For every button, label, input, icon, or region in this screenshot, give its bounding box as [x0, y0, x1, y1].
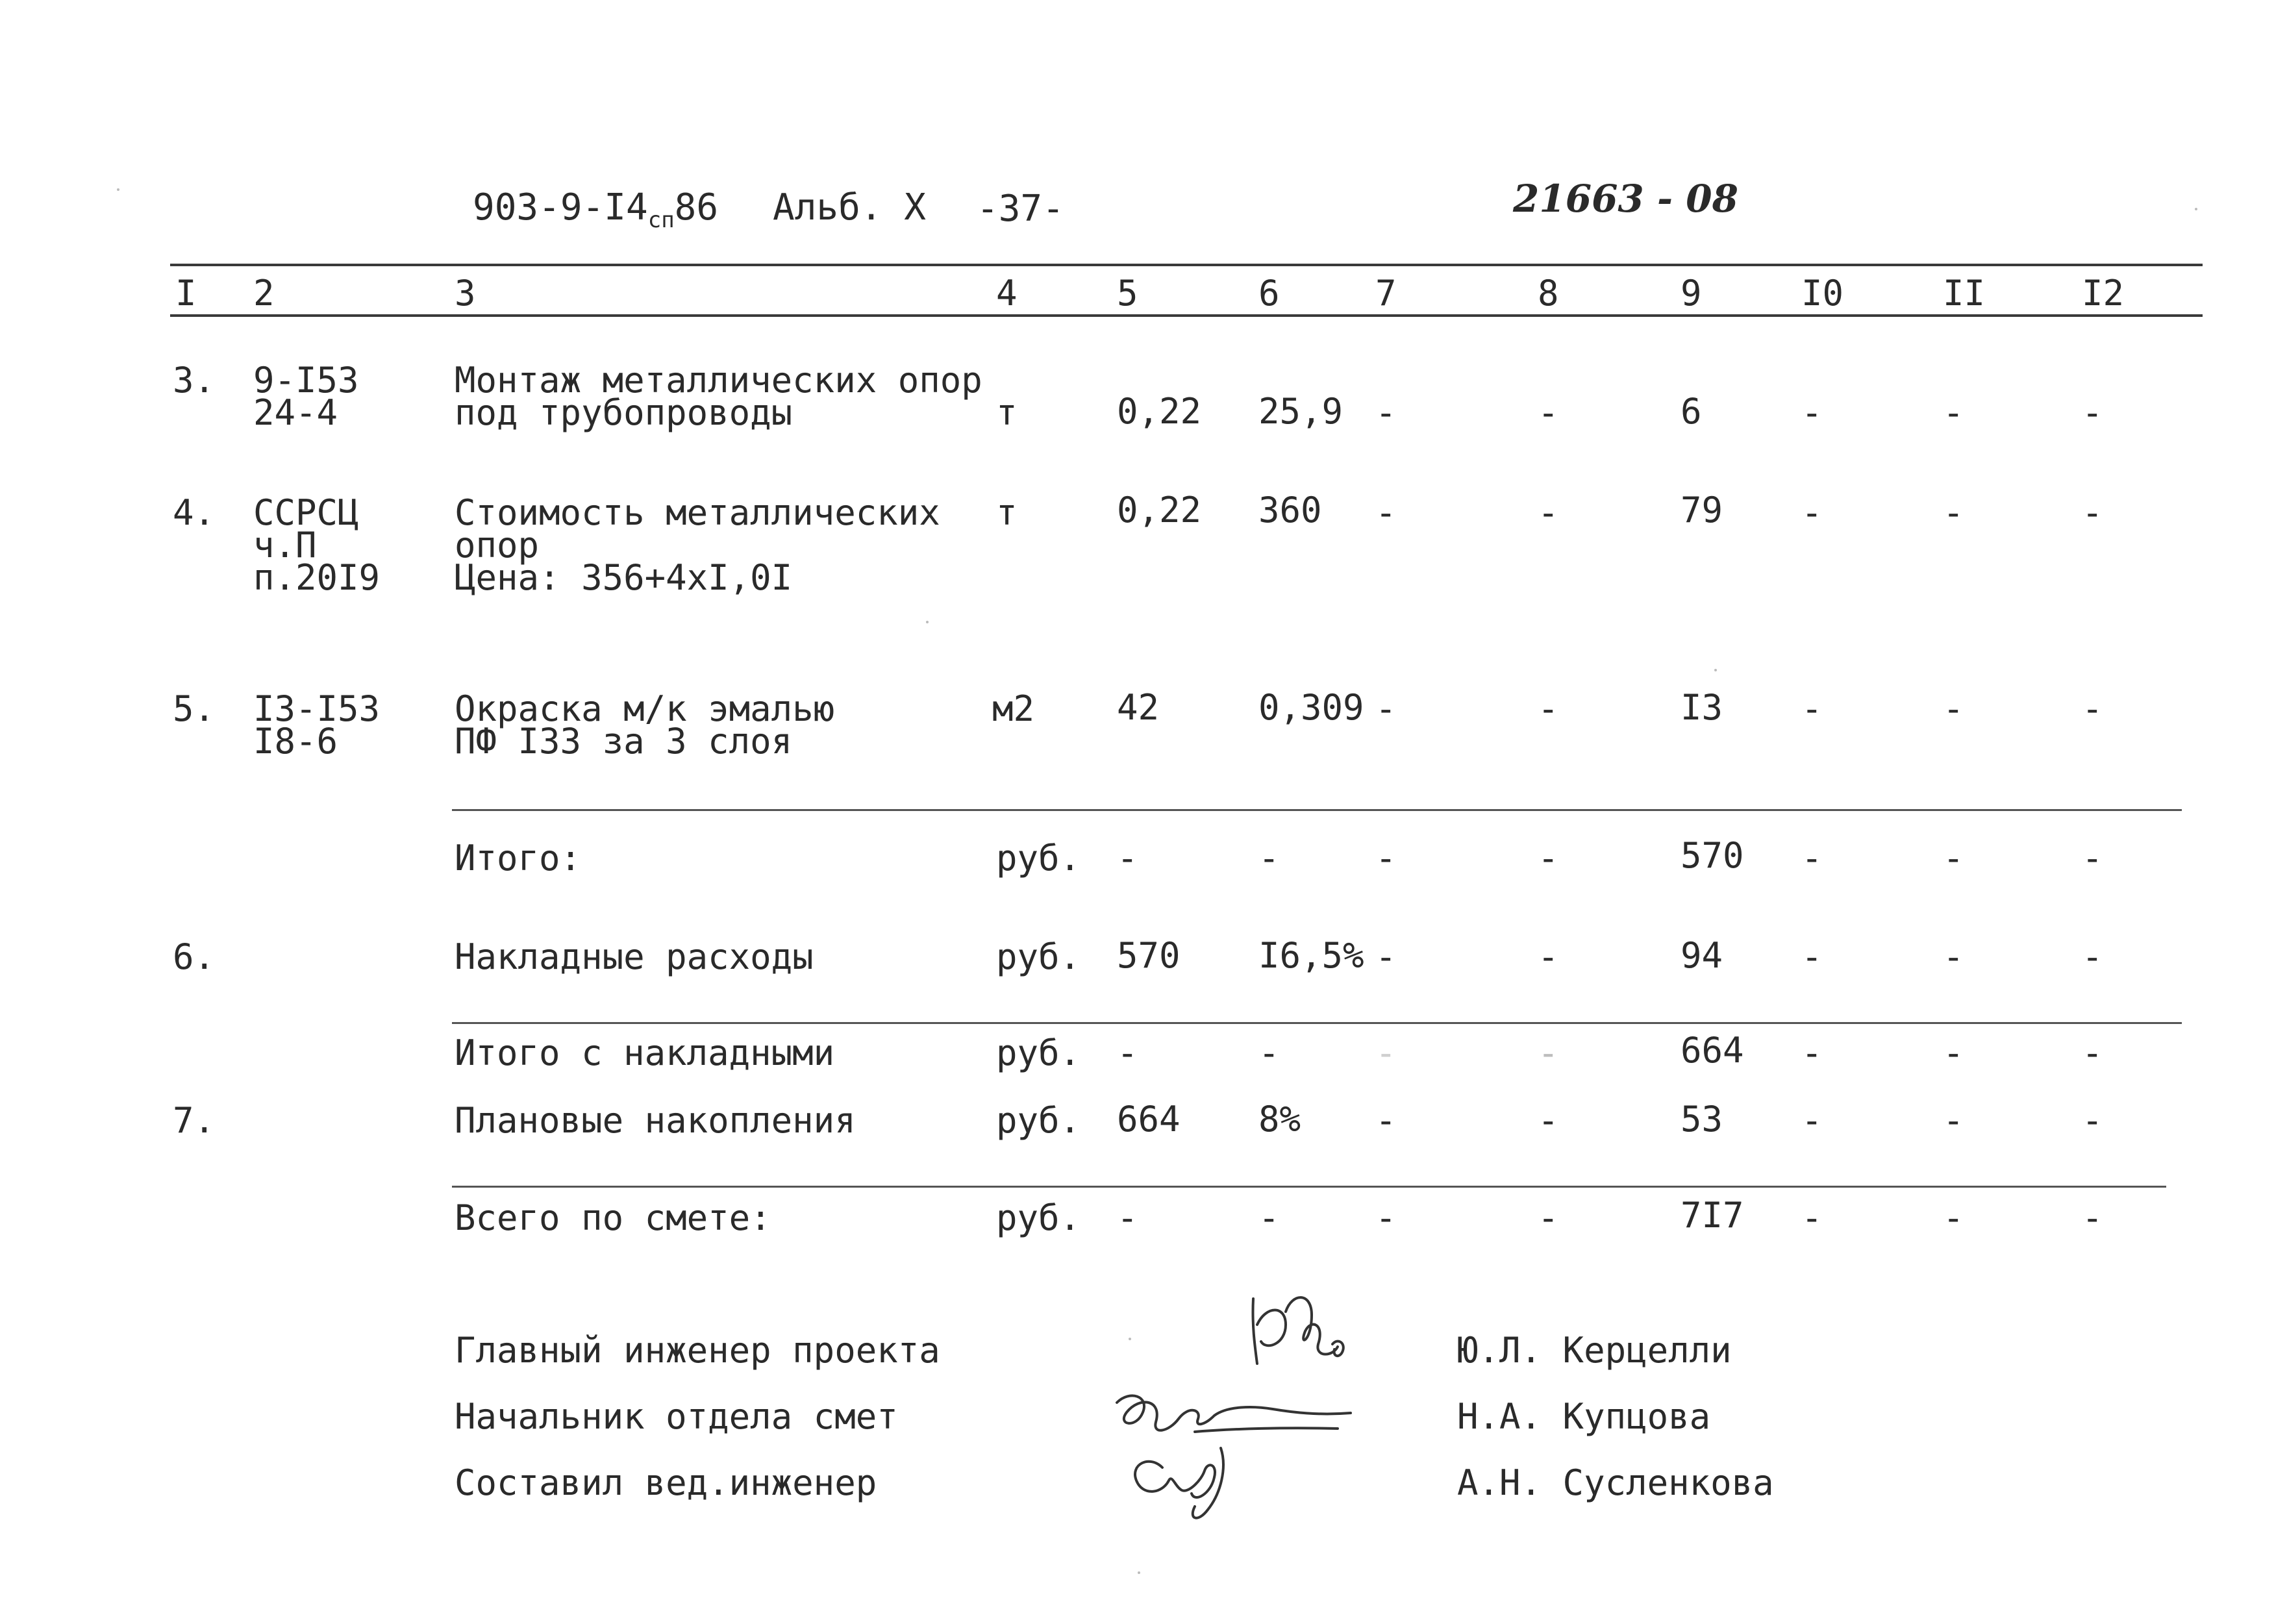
total-unit: руб. — [996, 838, 1081, 879]
page-number: -37- — [977, 188, 1064, 230]
row-col9: I3 — [1681, 687, 1723, 728]
col-header-3: 3 — [455, 273, 476, 314]
total-col5: 570 — [1117, 935, 1181, 976]
scan-speck — [1714, 669, 1717, 671]
total-label: Итого с накладными — [455, 1032, 835, 1073]
grand-total-col10: - — [1801, 1197, 1823, 1238]
total-col9: 570 — [1681, 835, 1744, 876]
total-col12: - — [2082, 936, 2103, 977]
row-col10: - — [1801, 492, 1823, 533]
signature-name: Ю.Л. Керцелли — [1457, 1330, 1732, 1371]
row-col9: 6 — [1681, 391, 1702, 432]
row-col6: 360 — [1258, 490, 1322, 531]
total-col7: - — [1375, 838, 1397, 879]
total-col8: - — [1538, 838, 1559, 879]
total-col10: - — [1801, 936, 1823, 977]
total-col12: - — [2082, 1100, 2103, 1141]
subtotal-rule — [452, 809, 2182, 811]
signature-name: А.Н. Сусленкова — [1457, 1462, 1774, 1503]
total-col6: - — [1258, 838, 1280, 879]
total-col8: - — [1538, 1100, 1559, 1141]
row-col11: - — [1943, 392, 1964, 433]
total-col10: - — [1801, 1100, 1823, 1141]
row-number: 5. — [173, 688, 216, 729]
total-col6: I6,5% — [1258, 935, 1364, 976]
col-header-6: 6 — [1258, 273, 1280, 314]
scan-speck — [1129, 1338, 1131, 1340]
scan-speck — [1138, 1571, 1140, 1574]
row-desc-line: ПФ I33 за 3 слоя — [455, 721, 793, 762]
header-top-rule — [170, 264, 2203, 266]
row-desc-line: Окраска м/к эмалью — [455, 688, 835, 729]
col-header-11: II — [1943, 273, 1986, 314]
total-unit: руб. — [996, 1100, 1081, 1141]
grand-total-label: Всего по смете: — [455, 1197, 771, 1238]
grand-total-col7: - — [1375, 1197, 1397, 1238]
total-col7: - — [1375, 1100, 1397, 1141]
total-col5: 664 — [1117, 1099, 1181, 1140]
total-col9: 53 — [1681, 1099, 1723, 1140]
row-code-line: ч.П — [253, 525, 317, 566]
row-col8: - — [1538, 392, 1559, 433]
total-col10: - — [1801, 1032, 1823, 1073]
col-header-8: 8 — [1538, 273, 1559, 314]
row-code-line: I8-6 — [253, 721, 338, 762]
row-desc-line: Стоимость металлических — [455, 492, 940, 533]
col-header-2: 2 — [253, 273, 275, 314]
total-number: 6. — [173, 936, 216, 977]
grand-total-col9: 7I7 — [1681, 1195, 1744, 1236]
grand-total-unit: руб. — [996, 1197, 1081, 1238]
total-unit: руб. — [996, 936, 1081, 977]
total-col11: - — [1943, 936, 1964, 977]
row-desc-line: опор — [455, 525, 540, 566]
total-label: Накладные расходы — [455, 936, 814, 977]
row-col5: 0,22 — [1117, 490, 1202, 531]
total-col8: - — [1538, 936, 1559, 977]
row-col8: - — [1538, 688, 1559, 729]
row-col12: - — [2082, 392, 2103, 433]
row-code-line: 9-I53 — [253, 360, 359, 401]
row-col9: 79 — [1681, 490, 1723, 531]
row-col12: - — [2082, 492, 2103, 533]
total-col11: - — [1943, 838, 1964, 879]
total-col12: - — [2082, 1032, 2103, 1073]
scan-speck — [926, 621, 929, 623]
col-header-1: I — [175, 273, 197, 314]
row-col11: - — [1943, 492, 1964, 533]
col-header-7: 7 — [1375, 273, 1397, 314]
row-col5: 42 — [1117, 687, 1160, 728]
total-col5: - — [1117, 838, 1138, 879]
row-unit: м2 — [992, 688, 1035, 729]
total-col10: - — [1801, 838, 1823, 879]
total-col12: - — [2082, 838, 2103, 879]
grand-total-col11: - — [1943, 1197, 1964, 1238]
col-header-9: 9 — [1681, 273, 1702, 314]
header-bottom-rule — [170, 314, 2203, 317]
total-col9: 664 — [1681, 1030, 1744, 1071]
row-desc-line: под трубопроводы — [455, 392, 793, 433]
scan-speck — [117, 188, 119, 191]
total-col6: - — [1258, 1032, 1280, 1073]
grand-total-col5: - — [1117, 1197, 1138, 1238]
col-header-12: I2 — [2082, 273, 2125, 314]
signature-role: Главный инженер проекта — [455, 1330, 940, 1371]
doc-code: $903-9-I4_{сп}86$ — [473, 186, 719, 233]
signature-role: Начальник отдела смет — [455, 1396, 898, 1437]
total-col5: - — [1117, 1032, 1138, 1073]
col-header-5: 5 — [1117, 273, 1138, 314]
total-label: Итого: — [455, 838, 582, 879]
row-col6: 0,309 — [1258, 687, 1364, 728]
total-label: Плановые накопления — [455, 1100, 856, 1141]
total-col9: 94 — [1681, 935, 1723, 976]
scan-speck — [2195, 208, 2197, 210]
row-col10: - — [1801, 688, 1823, 729]
row-desc-line: Цена: 356+4xI,0I — [455, 557, 793, 598]
total-number: 7. — [173, 1100, 216, 1141]
row-col7: - — [1375, 688, 1397, 729]
grand-total-col6: - — [1258, 1197, 1280, 1238]
row-col10: - — [1801, 392, 1823, 433]
signature-role: Составил вед.инженер — [455, 1462, 877, 1503]
row-col11: - — [1943, 688, 1964, 729]
handwritten-number: 21663 - 08 — [1513, 177, 1738, 221]
row-number: 3. — [173, 360, 216, 401]
total-col11: - — [1943, 1100, 1964, 1141]
total-col11: - — [1943, 1032, 1964, 1073]
col-header-10: I0 — [1801, 273, 1844, 314]
row-code-line: 24-4 — [253, 392, 338, 433]
row-unit: т — [996, 492, 1018, 533]
row-number: 4. — [173, 492, 216, 533]
row-col12: - — [2082, 688, 2103, 729]
grand-total-col8: - — [1538, 1197, 1559, 1238]
signature-name: Н.А. Купцова — [1457, 1396, 1711, 1437]
accumulation-rule — [452, 1186, 2166, 1188]
row-code-line: ССРСЦ — [253, 492, 359, 533]
grand-total-col12: - — [2082, 1197, 2103, 1238]
row-col7: - — [1375, 392, 1397, 433]
row-col7: - — [1375, 492, 1397, 533]
album-label: Альб. X — [773, 186, 927, 229]
row-code-line: I3-I53 — [253, 688, 381, 729]
total-col7: - — [1375, 936, 1397, 977]
row-col8: - — [1538, 492, 1559, 533]
total-col7: - — [1375, 1032, 1397, 1073]
handwritten-signatures — [1091, 1286, 1429, 1539]
total-unit: руб. — [996, 1032, 1081, 1073]
total-col8: - — [1538, 1032, 1559, 1073]
row-col6: 25,9 — [1258, 391, 1343, 432]
row-unit: т — [996, 392, 1018, 433]
row-col5: 0,22 — [1117, 391, 1202, 432]
row-code-line: п.20I9 — [253, 557, 381, 598]
overhead-rule — [452, 1022, 2182, 1024]
col-header-4: 4 — [996, 273, 1018, 314]
row-desc-line: Монтаж металлических опор — [455, 360, 982, 401]
total-col6: 8% — [1258, 1099, 1301, 1140]
